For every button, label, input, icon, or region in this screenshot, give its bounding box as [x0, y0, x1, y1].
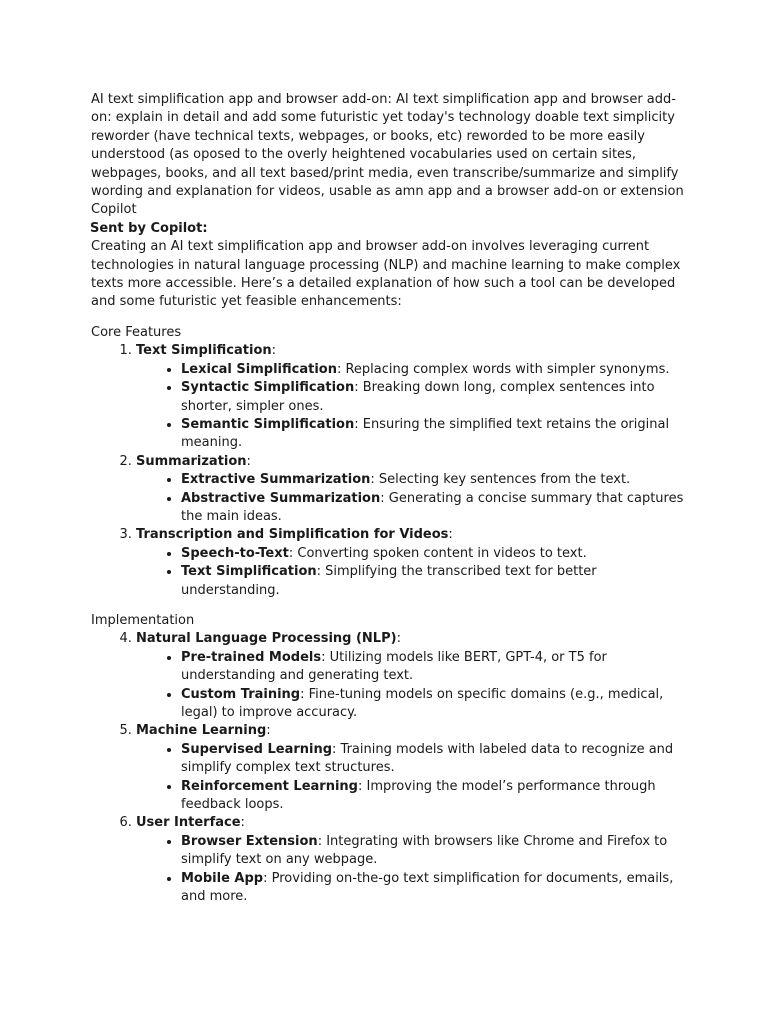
bullet-term: Custom Training	[181, 686, 301, 702]
numbered-list	[91, 342, 691, 600]
bullet-description: : Utilizing models like BERT, GPT-4, or T5 for understanding and generating text.	[181, 649, 607, 684]
item-colon: :	[240, 815, 245, 831]
bullet-list	[136, 361, 691, 453]
bullet-term: Semantic Simplification	[181, 416, 355, 432]
bullet-item	[181, 490, 691, 527]
numbered-list-item	[136, 526, 691, 600]
bullet-item	[181, 379, 691, 416]
item-title: Natural Language Processing (NLP)	[136, 631, 397, 647]
bullet-list	[136, 649, 691, 723]
bullet-list	[136, 741, 691, 815]
bullet-item	[181, 686, 691, 723]
prompt-text: AI text simplification app and browser add-on: AI text simplification app and browser add-on: explain in detail and add some futuristic yet today's technology doable text simplicity reworder (have technical texts, webpages, or books, etc) reworded to be more easily understood (as oposed to the overly heightened vocabularies used on certain sites, webpages, books, and all text based/print media, even transcribe/summarize and simplify wording and explanation for videos, usable as amn app and a browser add-on or extension	[91, 92, 684, 200]
bullet-description: : Improving the model’s performance through feedback loops.	[181, 778, 656, 813]
numbered-list-item	[136, 722, 691, 814]
bullet-description: : Integrating with browsers like Chrome and Firefox to simplify text on any webpage.	[181, 833, 668, 868]
assistant-label: Copilot	[91, 202, 137, 218]
bullet-item	[181, 778, 691, 815]
bullet-item	[181, 741, 691, 778]
bullet-item	[181, 361, 691, 379]
bullet-term: Extractive Summarization	[181, 472, 371, 488]
bullet-description: : Training models with labeled data to recognize and simplify complex text structures.	[181, 741, 674, 776]
numbered-list-item	[136, 630, 691, 722]
document-page	[91, 91, 691, 906]
item-colon: :	[246, 453, 251, 469]
bullet-description: : Replacing complex words with simpler synonyms.	[336, 361, 670, 377]
bullet-term: Lexical Simplification	[181, 361, 337, 377]
bullet-term: Supervised Learning	[181, 741, 333, 757]
bullet-description: : Breaking down long, complex sentences into shorter, simpler ones.	[181, 380, 655, 414]
bullet-description: : Providing on-the-go text simplification for documents, emails, and more.	[181, 870, 674, 905]
bullet-item	[181, 471, 691, 489]
bullet-item	[181, 416, 691, 453]
bullet-term: Speech-to-Text	[181, 545, 289, 561]
item-title: User Interface	[136, 815, 241, 831]
numbered-list	[91, 630, 691, 906]
bullet-description: : Fine-tuning models on specific domains (e.g., medical, legal) to improve accuracy.	[181, 686, 664, 720]
bullet-description: : Simplifying the transcribed text for better understanding.	[181, 564, 597, 598]
sections-container	[91, 324, 691, 907]
numbered-list-item	[136, 453, 691, 527]
bullet-item	[181, 870, 691, 907]
bullet-term: Text Simplification	[181, 564, 317, 580]
bullet-list	[136, 545, 691, 600]
numbered-list-item	[136, 342, 691, 452]
section-heading: Implementation	[91, 612, 195, 628]
item-colon: :	[266, 723, 271, 739]
intro-paragraph: Creating an AI text simplification app and browser add-on involves leveraging current technologies in natural language processing (NLP) and machine learning to make complex texts more accessible. Here’s a detailed explanation of how such a tool can be developed and some futuristic yet feasible enhancements:	[91, 239, 681, 310]
bullet-description: : Selecting key sentences from the text.	[370, 472, 631, 488]
bullet-term: Pre-trained Models	[181, 649, 322, 665]
bullet-list	[136, 471, 691, 526]
bullet-term: Browser Extension	[181, 833, 318, 849]
bullet-list	[136, 833, 691, 907]
section-heading: Core Features	[91, 324, 182, 340]
bullet-term: Abstractive Summarization	[181, 490, 381, 506]
item-colon: :	[396, 631, 401, 647]
bullet-item	[181, 563, 691, 600]
bullet-description: : Converting spoken content in videos to text.	[288, 545, 587, 561]
item-colon: :	[448, 527, 453, 543]
item-title: Machine Learning	[136, 723, 267, 739]
item-title: Text Simplification	[136, 343, 272, 359]
bullet-description: : Ensuring the simplified text retains the original meaning.	[181, 416, 670, 451]
bullet-item	[181, 545, 691, 563]
bullet-term: Syntactic Simplification	[181, 380, 355, 396]
bullet-item	[181, 649, 691, 686]
bullet-term: Reinforcement Learning	[181, 778, 358, 794]
sent-by-label: Sent by Copilot:	[90, 220, 208, 236]
bullet-description: : Generating a concise summary that captures the main ideas.	[181, 490, 684, 524]
bullet-item	[181, 833, 691, 870]
bullet-term: Mobile App	[181, 870, 264, 886]
item-title: Summarization	[136, 453, 247, 469]
numbered-list-item	[136, 814, 691, 906]
item-colon: :	[271, 343, 277, 359]
item-title: Transcription and Simplification for Videos	[136, 527, 449, 543]
